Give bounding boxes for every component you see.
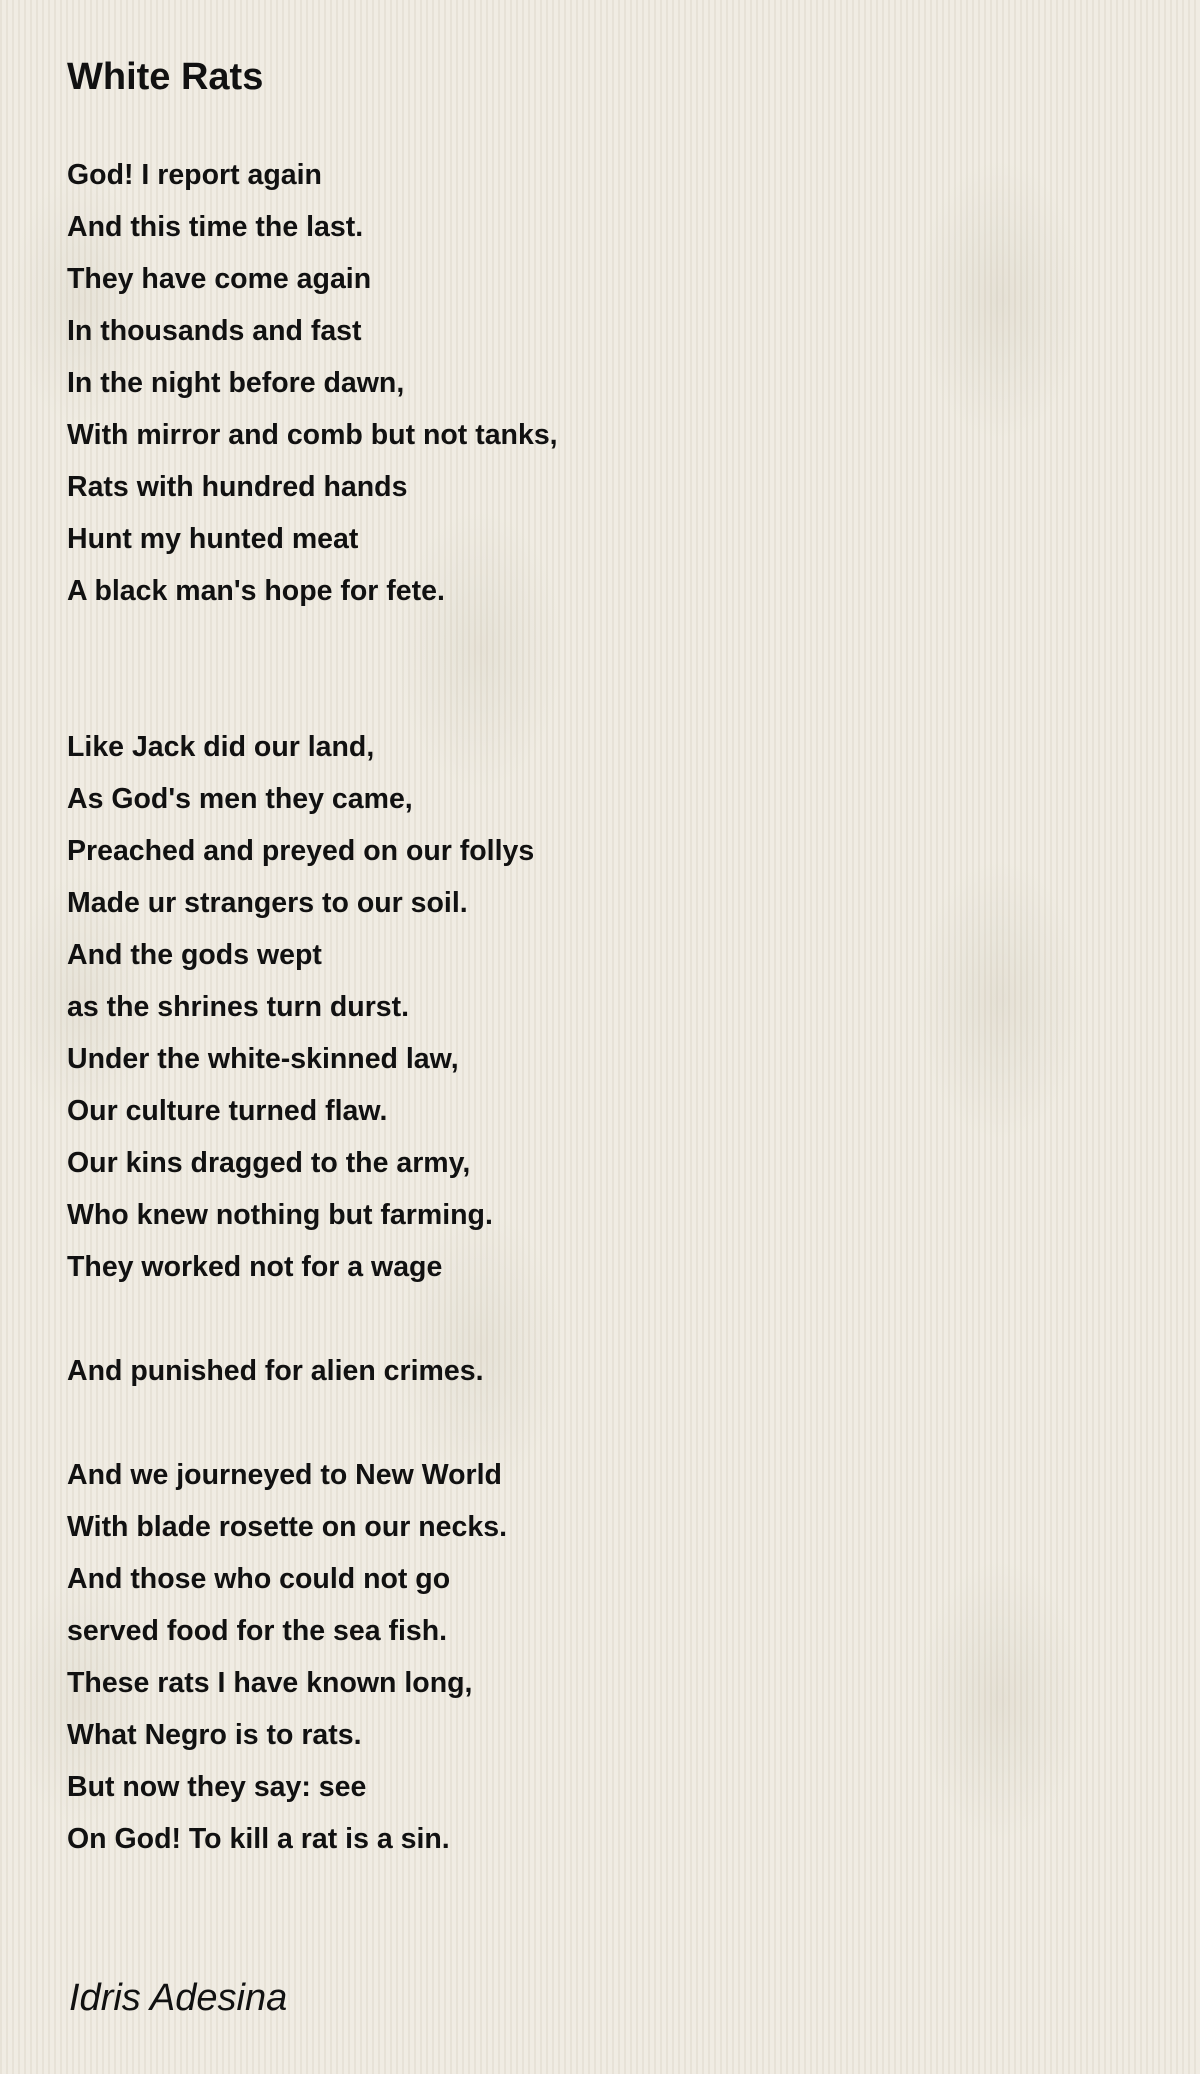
poem-line: Hunt my hunted meat [67,523,359,555]
poem-body [67,149,558,1865]
poem-line: Who knew nothing but farming. [67,1199,493,1231]
poem-line: And the gods wept [67,939,322,971]
poem-line: In the night before dawn, [67,367,405,399]
poem-line: Rats with hundred hands [67,471,408,503]
poem-line: These rats I have known long, [67,1667,473,1699]
poem-line: God! I report again [67,159,322,191]
poem-line: Preached and preyed on our follys [67,835,535,867]
poem-line: served food for the sea fish. [67,1615,448,1647]
poem-line: In thousands and fast [67,315,362,347]
poem-line: Our culture turned flaw. [67,1095,388,1127]
poem-line: With blade rosette on our necks. [67,1511,507,1543]
poem-line: With mirror and comb but not tanks, [67,419,558,451]
poem-line: But now they say: see [67,1771,367,1803]
poem-line: And those who could not go [67,1563,451,1595]
poem-line: They have come again [67,263,372,295]
poem-line: as the shrines turn durst. [67,991,410,1023]
stanza-break [67,1397,558,1449]
poem-line: On God! To kill a rat is a sin. [67,1823,450,1855]
poem-author: Idris Adesina [69,1977,288,2019]
poem-line: Made ur strangers to our soil. [67,887,468,919]
stanza-break [67,1293,558,1345]
poem-line: Our kins dragged to the army, [67,1147,471,1179]
stanza-break [67,669,558,721]
poem-line: Like Jack did our land, [67,731,375,763]
poem-line: Under the white-skinned law, [67,1043,459,1075]
poem-line: And this time the last. [67,211,364,243]
stanza-break [67,617,558,669]
poem-line: As God's men they came, [67,783,413,815]
poem-title: White Rats [67,56,264,98]
poem-line: And punished for alien crimes. [67,1355,484,1387]
poem-line: They worked not for a wage [67,1251,443,1283]
poem-line: A black man's hope for fete. [67,575,445,607]
poem-line: What Negro is to rats. [67,1719,362,1751]
poem-line: And we journeyed to New World [67,1459,502,1491]
